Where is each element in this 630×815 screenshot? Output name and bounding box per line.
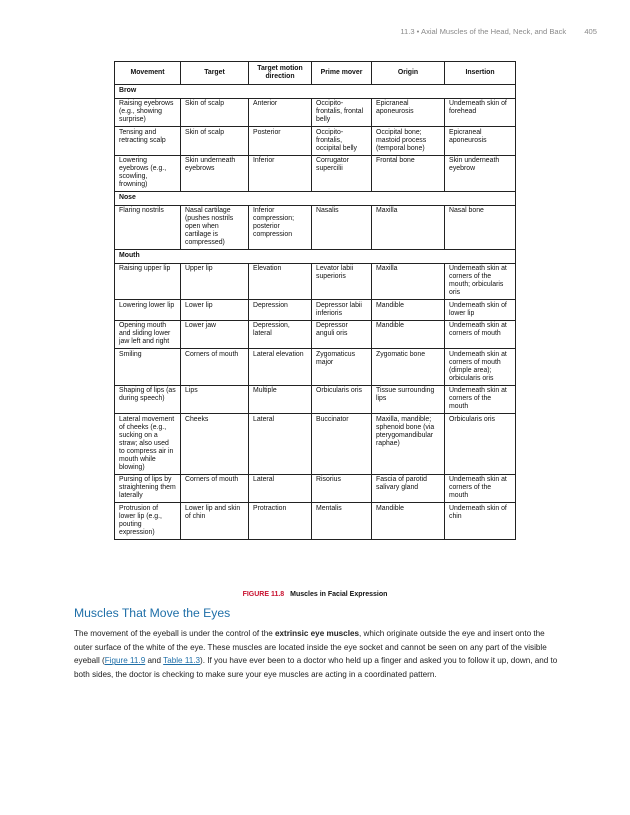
movement-cell: Tensing and retracting scalp [115,127,181,156]
origin-cell: Mandible [372,503,445,540]
page-number: 405 [584,27,597,36]
prime-mover-cell: Depressor anguli oris [312,320,372,349]
table-row [115,205,516,250]
prime-mover-cell: Buccinator [312,414,372,475]
table-row [115,503,516,540]
movement-cell: Raising upper lip [115,263,181,300]
origin-cell: Occipital bone; mastoid process (temporal bone) [372,127,445,156]
target-cell: Upper lip [181,263,249,300]
direction-cell: Lateral [249,414,312,475]
origin-cell: Mandible [372,300,445,321]
prime-mover-cell: Zygomaticus major [312,349,372,386]
table-row [115,349,516,386]
insertion-cell: Orbicularis oris [445,414,516,475]
direction-cell: Posterior [249,127,312,156]
origin-cell: Tissue surrounding lips [372,385,445,414]
table-row [115,98,516,127]
insertion-cell: Underneath skin at corners of the mouth; orbicularis oris [445,263,516,300]
running-header [400,27,597,36]
paragraph-text-pre: The movement of the eyeball is under the control of the [74,629,275,638]
movement-cell: Raising eyebrows (e.g., showing surprise) [115,98,181,127]
direction-cell: Multiple [249,385,312,414]
origin-cell: Frontal bone [372,155,445,192]
col-header-target: Target [181,62,249,85]
section-row [115,250,516,264]
prime-mover-cell: Occipito-frontalis, occipital belly [312,127,372,156]
insertion-cell: Underneath skin at corners of the mouth [445,385,516,414]
insertion-cell: Nasal bone [445,205,516,250]
prime-mover-cell: Orbicularis oris [312,385,372,414]
target-cell: Skin of scalp [181,98,249,127]
origin-cell: Fascia of parotid salivary gland [372,474,445,503]
target-cell: Lower lip and skin of chin [181,503,249,540]
direction-cell: Protraction [249,503,312,540]
movement-cell: Pursing of lips by straightening them laterally [115,474,181,503]
prime-mover-cell: Nasalis [312,205,372,250]
direction-cell: Inferior [249,155,312,192]
col-header-insertion: Insertion [445,62,516,85]
figure-title: Muscles in Facial Expression [290,591,388,598]
origin-cell: Maxilla, mandible; sphenoid bone (via pterygomandibular raphae) [372,414,445,475]
insertion-cell: Skin underneath eyebrow [445,155,516,192]
prime-mover-cell: Risorius [312,474,372,503]
target-cell: Skin underneath eyebrows [181,155,249,192]
insertion-cell: Underneath skin of forehead [445,98,516,127]
target-cell: Corners of mouth [181,349,249,386]
insertion-cell: Underneath skin of chin [445,503,516,540]
table-link[interactable]: Table 11.3 [163,656,201,666]
figure-link[interactable]: Figure 11.9 [104,656,146,666]
table-row [115,414,516,475]
table-head [115,62,516,85]
origin-cell: Zygomatic bone [372,349,445,386]
movement-cell: Lowering lower lip [115,300,181,321]
col-header-direction: Target motion direction [249,62,312,85]
section-label: Mouth [115,250,516,264]
direction-cell: Inferior compression; posterior compression [249,205,312,250]
movement-cell: Smiling [115,349,181,386]
prime-mover-cell: Levator labii superioris [312,263,372,300]
header-row [115,62,516,85]
movement-cell: Lateral movement of cheeks (e.g., sucking on a straw; also used to compress air in mouth while blowing) [115,414,181,475]
col-header-origin: Origin [372,62,445,85]
target-cell: Lower jaw [181,320,249,349]
origin-cell: Mandible [372,320,445,349]
direction-cell: Elevation [249,263,312,300]
table-row [115,127,516,156]
target-cell: Corners of mouth [181,474,249,503]
table-row [115,474,516,503]
figure-caption [0,591,630,598]
table-row [115,300,516,321]
movement-cell: Protrusion of lower lip (e.g., pouting expression) [115,503,181,540]
direction-cell: Lateral elevation [249,349,312,386]
movement-cell: Opening mouth and sliding lower jaw left and right [115,320,181,349]
target-cell: Nasal cartilage (pushes nostrils open when cartilage is compressed) [181,205,249,250]
origin-cell: Epicraneal aponeurosis [372,98,445,127]
direction-cell: Depression, lateral [249,320,312,349]
insertion-cell: Underneath skin of lower lip [445,300,516,321]
table-row [115,320,516,349]
section-heading: Muscles That Move the Eyes [74,606,231,620]
target-cell: Lips [181,385,249,414]
table-row [115,263,516,300]
direction-cell: Anterior [249,98,312,127]
movement-cell: Lowering eyebrows (e.g., scowling, frowning) [115,155,181,192]
muscles-table [114,61,516,540]
direction-cell: Depression [249,300,312,321]
target-cell: Cheeks [181,414,249,475]
body-paragraph [74,627,558,681]
key-term: extrinsic eye muscles [274,629,359,638]
insertion-cell: Underneath skin at corners of mouth (dimple area); orbicularis oris [445,349,516,386]
paragraph-text-and: and [145,656,164,666]
col-header-movement: Movement [115,62,181,85]
table-row [115,155,516,192]
paragraph-text-post: ). If you have ever been to a doctor who held up a finger and asked you to follow it up, down, and to both sides, the doctor is checking to make sure your eye muscles are acting in a coordinated pattern. [74,656,558,679]
prime-mover-cell: Occipito-frontalis, frontal belly [312,98,372,127]
prime-mover-cell: Depressor labii inferioris [312,300,372,321]
running-title: 11.3 • Axial Muscles of the Head, Neck, and Back [400,27,567,36]
table-body [115,85,516,540]
prime-mover-cell: Corrugator supercilii [312,155,372,192]
section-label: Nose [115,192,516,206]
col-header-prime-mover: Prime mover [312,62,372,85]
movement-cell: Shaping of lips (as during speech) [115,385,181,414]
section-row [115,85,516,99]
target-cell: Lower lip [181,300,249,321]
origin-cell: Maxilla [372,263,445,300]
insertion-cell: Underneath skin at corners of the mouth [445,474,516,503]
insertion-cell: Epicraneal aponeurosis [445,127,516,156]
direction-cell: Lateral [249,474,312,503]
prime-mover-cell: Mentalis [312,503,372,540]
movement-cell: Flaring nostrils [115,205,181,250]
figure-label: FIGURE 11.8 [242,591,285,598]
table-row [115,385,516,414]
origin-cell: Maxilla [372,205,445,250]
section-label: Brow [115,85,516,99]
section-row [115,192,516,206]
paragraph-text-mid: , which originate outside the eye and insert onto the outer surface of the white of the eye. These muscles are located inside the eye socket and cannot be seen on any part of the visible eyeball ( [74,629,547,666]
insertion-cell: Underneath skin at corners of mouth [445,320,516,349]
target-cell: Skin of scalp [181,127,249,156]
